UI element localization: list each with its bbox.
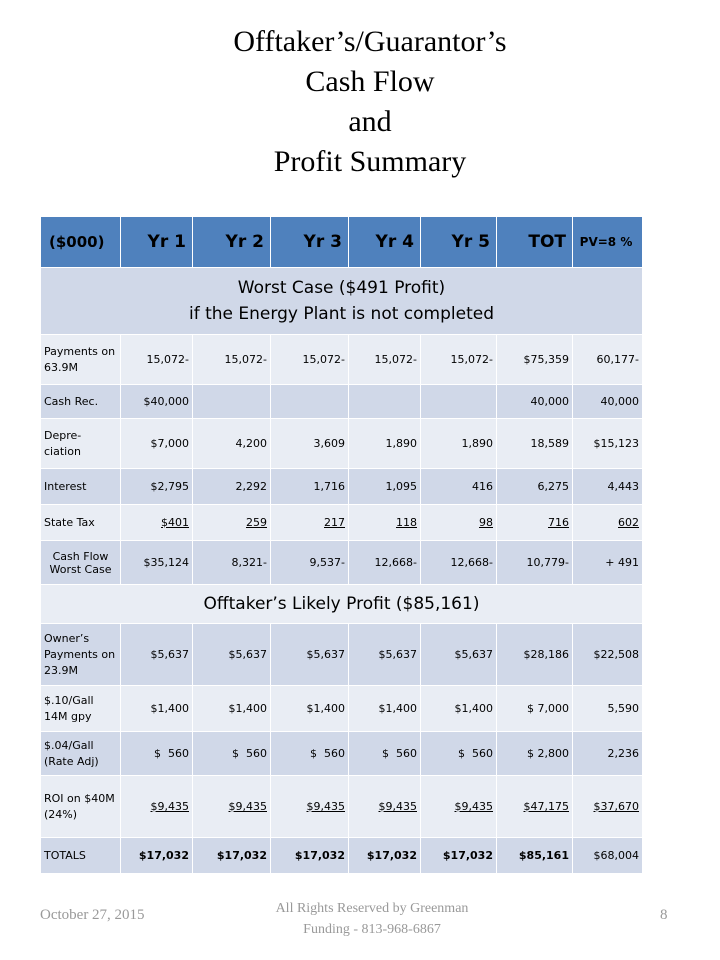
header-units: ($000) bbox=[41, 217, 121, 268]
cell: $17,032 bbox=[349, 838, 421, 874]
cell: $ 560 bbox=[121, 732, 193, 776]
row-label: Interest bbox=[41, 469, 121, 505]
footer-page-number: 8 bbox=[660, 907, 668, 923]
cell: $17,032 bbox=[421, 838, 497, 874]
cell: $2,795 bbox=[121, 469, 193, 505]
row-label: Owner’s Payments on 23.9M bbox=[41, 624, 121, 686]
cell: $1,400 bbox=[193, 686, 271, 732]
row-label: Depre-ciation bbox=[41, 419, 121, 469]
cell: $ 7,000 bbox=[497, 686, 573, 732]
cell: $401 bbox=[121, 505, 193, 541]
cell: $17,032 bbox=[121, 838, 193, 874]
header-yr5: Yr 5 bbox=[421, 217, 497, 268]
cell: 15,072- bbox=[121, 335, 193, 385]
cell: $22,508 bbox=[573, 624, 643, 686]
cell: 716 bbox=[497, 505, 573, 541]
cell: $5,637 bbox=[121, 624, 193, 686]
table-row bbox=[41, 686, 643, 732]
header-yr2: Yr 2 bbox=[193, 217, 271, 268]
cell: 1,095 bbox=[349, 469, 421, 505]
table-row bbox=[41, 838, 643, 874]
cell: $85,161 bbox=[497, 838, 573, 874]
cell: $5,637 bbox=[271, 624, 349, 686]
cell: 5,590 bbox=[573, 686, 643, 732]
header-tot: TOT bbox=[497, 217, 573, 268]
likely-profit-heading-row bbox=[41, 585, 643, 624]
worst-case-subtitle: if the Energy Plant is not completed bbox=[189, 304, 494, 324]
cell: 40,000 bbox=[573, 385, 643, 419]
cell: $9,435 bbox=[349, 776, 421, 838]
table-row bbox=[41, 385, 643, 419]
cell: $17,032 bbox=[193, 838, 271, 874]
cell: 259 bbox=[193, 505, 271, 541]
cell: $28,186 bbox=[497, 624, 573, 686]
cell: $7,000 bbox=[121, 419, 193, 469]
cash-flow-table bbox=[40, 216, 643, 874]
cell: 6,275 bbox=[497, 469, 573, 505]
cell: 12,668- bbox=[349, 541, 421, 585]
footer-date: October 27, 2015 bbox=[40, 907, 145, 923]
worst-case-title: Worst Case ($491 Profit) bbox=[237, 278, 446, 298]
header-yr4: Yr 4 bbox=[349, 217, 421, 268]
cell: $1,400 bbox=[121, 686, 193, 732]
cell: 1,716 bbox=[271, 469, 349, 505]
cell: 1,890 bbox=[349, 419, 421, 469]
table-row bbox=[41, 419, 643, 469]
title-line-3: and bbox=[348, 105, 392, 138]
table-row bbox=[41, 469, 643, 505]
cell: $5,637 bbox=[421, 624, 497, 686]
cell: 98 bbox=[421, 505, 497, 541]
row-label: TOTALS bbox=[41, 838, 121, 874]
cell: 15,072- bbox=[421, 335, 497, 385]
worst-case-heading-row bbox=[41, 268, 643, 335]
cell: $47,175 bbox=[497, 776, 573, 838]
row-label: $.10/Gall 14M gpy bbox=[41, 686, 121, 732]
cell: $9,435 bbox=[421, 776, 497, 838]
cell: $ 560 bbox=[193, 732, 271, 776]
cell: $75,359 bbox=[497, 335, 573, 385]
cell bbox=[349, 385, 421, 419]
header-row bbox=[41, 217, 643, 268]
cell: $37,670 bbox=[573, 776, 643, 838]
cell: 4,200 bbox=[193, 419, 271, 469]
header-yr1: Yr 1 bbox=[121, 217, 193, 268]
row-label: $.04/Gall (Rate Adj) bbox=[41, 732, 121, 776]
cell: 15,072- bbox=[271, 335, 349, 385]
cell bbox=[271, 385, 349, 419]
row-label: State Tax bbox=[41, 505, 121, 541]
cell: $68,004 bbox=[573, 838, 643, 874]
table-row bbox=[41, 776, 643, 838]
cell: 416 bbox=[421, 469, 497, 505]
cell: $ 560 bbox=[271, 732, 349, 776]
cell: $15,123 bbox=[573, 419, 643, 469]
cell: 15,072- bbox=[349, 335, 421, 385]
cell: $ 560 bbox=[349, 732, 421, 776]
cell: 10,779- bbox=[497, 541, 573, 585]
cell: 2,236 bbox=[573, 732, 643, 776]
cell: 12,668- bbox=[421, 541, 497, 585]
worst-case-heading bbox=[41, 268, 643, 335]
cell: $35,124 bbox=[121, 541, 193, 585]
footer-rights bbox=[232, 898, 512, 940]
cell: 2,292 bbox=[193, 469, 271, 505]
cell: 602 bbox=[573, 505, 643, 541]
footer-rights-line-2: Funding - 813-968-6867 bbox=[303, 922, 441, 937]
cell: $40,000 bbox=[121, 385, 193, 419]
cell: 4,443 bbox=[573, 469, 643, 505]
cell: 9,537- bbox=[271, 541, 349, 585]
table-row bbox=[41, 541, 643, 585]
cell bbox=[421, 385, 497, 419]
cell: 60,177- bbox=[573, 335, 643, 385]
title-line-4: Profit Summary bbox=[273, 145, 467, 178]
cell: 15,072- bbox=[193, 335, 271, 385]
likely-profit-heading: Offtaker’s Likely Profit ($85,161) bbox=[41, 585, 643, 624]
cell: $1,400 bbox=[271, 686, 349, 732]
cell: $17,032 bbox=[271, 838, 349, 874]
cell: $9,435 bbox=[271, 776, 349, 838]
cell: $1,400 bbox=[349, 686, 421, 732]
header-pv: PV=8 % bbox=[573, 217, 643, 268]
cell: 40,000 bbox=[497, 385, 573, 419]
cell: $9,435 bbox=[121, 776, 193, 838]
cell: $1,400 bbox=[421, 686, 497, 732]
cell: 8,321- bbox=[193, 541, 271, 585]
table-row bbox=[41, 505, 643, 541]
cell: $5,637 bbox=[349, 624, 421, 686]
table-row bbox=[41, 732, 643, 776]
cell: 118 bbox=[349, 505, 421, 541]
cell: 1,890 bbox=[421, 419, 497, 469]
header-yr3: Yr 3 bbox=[271, 217, 349, 268]
footer-rights-line-1: All Rights Reserved by Greenman bbox=[275, 901, 469, 916]
row-label: Cash Flow Worst Case bbox=[41, 541, 121, 585]
title-line-1: Offtaker’s/Guarantor’s bbox=[233, 25, 507, 58]
cell: $5,637 bbox=[193, 624, 271, 686]
slide-title bbox=[0, 22, 720, 182]
row-label: Cash Rec. bbox=[41, 385, 121, 419]
table-row bbox=[41, 335, 643, 385]
cell: $9,435 bbox=[193, 776, 271, 838]
title-line-2: Cash Flow bbox=[305, 65, 435, 98]
cell: 18,589 bbox=[497, 419, 573, 469]
cell bbox=[193, 385, 271, 419]
cell: $ 2,800 bbox=[497, 732, 573, 776]
cell: + 491 bbox=[573, 541, 643, 585]
cell: 217 bbox=[271, 505, 349, 541]
table-row bbox=[41, 624, 643, 686]
cell: $ 560 bbox=[421, 732, 497, 776]
cell: 3,609 bbox=[271, 419, 349, 469]
row-label: Payments on 63.9M bbox=[41, 335, 121, 385]
row-label: ROI on $40M (24%) bbox=[41, 776, 121, 838]
